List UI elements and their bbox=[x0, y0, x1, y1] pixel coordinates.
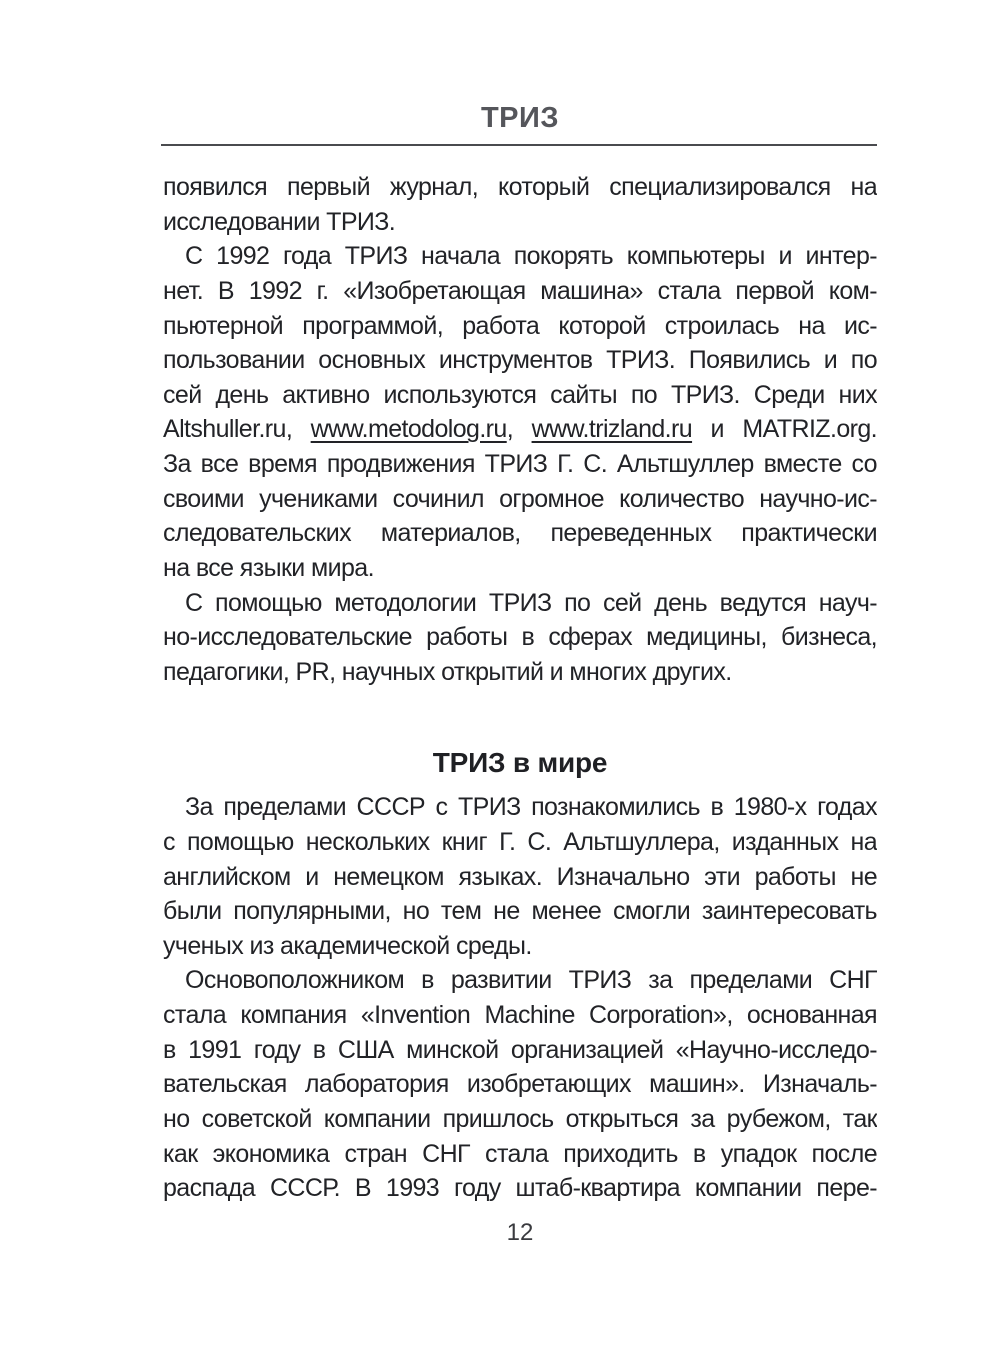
link-text: www.trizland.ru bbox=[531, 415, 693, 444]
text-segment: на все языки мира. bbox=[163, 554, 374, 583]
text-line bbox=[163, 1171, 877, 1206]
text-line bbox=[163, 1033, 877, 1068]
text-segment: , bbox=[506, 415, 532, 444]
text-line bbox=[163, 482, 877, 517]
text-segment: английском и немецком языках. Изначально эти работы не bbox=[163, 862, 877, 891]
text-segment: следовательских материалов, переведенных практически bbox=[163, 519, 877, 548]
text-segment: своими учениками сочинил огромное количество научно-ис- bbox=[163, 484, 877, 513]
running-header: ТРИЗ bbox=[480, 102, 560, 134]
link-text: www.metodolog.ru bbox=[310, 415, 507, 444]
text-line bbox=[163, 412, 877, 447]
text-segment: Основоположником в развитии ТРИЗ за пределами СНГ bbox=[185, 966, 877, 995]
paragraph bbox=[163, 170, 877, 239]
text-segment: пользовании основных инструментов ТРИЗ. Появились и по bbox=[163, 346, 877, 375]
paragraph bbox=[163, 586, 877, 690]
text-line bbox=[163, 274, 877, 309]
text-line bbox=[163, 205, 877, 240]
text-segment: распада СССР. В 1993 году штаб-квартира компании пере- bbox=[163, 1174, 877, 1203]
page-body bbox=[163, 170, 877, 1206]
text-segment: в 1991 году в США минской организацией «Научно-исследо- bbox=[163, 1035, 877, 1064]
text-line bbox=[163, 860, 877, 895]
paragraph bbox=[163, 790, 877, 963]
text-line bbox=[163, 790, 877, 825]
text-line bbox=[163, 343, 877, 378]
section-heading: ТРИЗ в мире bbox=[432, 746, 608, 778]
text-segment: с помощью нескольких книг Г. С. Альтшуллера, изданных на bbox=[163, 827, 877, 856]
text-segment: ученых из академической среды. bbox=[163, 931, 532, 960]
text-segment: С помощью методологии ТРИЗ по сей день ведутся науч- bbox=[185, 588, 877, 617]
text-line bbox=[163, 447, 877, 482]
text-segment: стала компания «Invention Machine Corporation», основанная bbox=[163, 1001, 877, 1030]
text-line bbox=[163, 586, 877, 621]
text-line bbox=[163, 1102, 877, 1137]
text-line bbox=[163, 620, 877, 655]
text-segment: и MATRIZ.org. bbox=[692, 415, 877, 444]
text-segment: как экономика стран СНГ стала приходить в упадок после bbox=[163, 1139, 877, 1168]
text-segment: За все время продвижения ТРИЗ Г. С. Альтшуллер вместе со bbox=[163, 450, 877, 479]
text-segment: но советской компании пришлось открыться за рубежом, так bbox=[163, 1105, 877, 1134]
text-line bbox=[163, 239, 877, 274]
text-segment: были популярными, но тем не менее смогли заинтересовать bbox=[163, 897, 877, 926]
text-segment: пьютерной программой, работа которой строилась на ис- bbox=[163, 311, 877, 340]
text-line bbox=[163, 894, 877, 929]
text-line bbox=[163, 170, 877, 205]
text-line bbox=[163, 1067, 877, 1102]
text-line bbox=[163, 551, 877, 586]
text-segment: но-исследовательские работы в сферах медицины, бизнеса, bbox=[163, 623, 877, 652]
text-segment: появился первый журнал, который специализировался на bbox=[163, 173, 877, 201]
text-segment: С 1992 года ТРИЗ начала покорять компьютеры и интер- bbox=[185, 242, 877, 271]
paragraph bbox=[163, 239, 877, 585]
text-segment: За пределами СССР с ТРИЗ познакомились в 1980-х годах bbox=[185, 793, 877, 822]
header-rule bbox=[161, 144, 877, 146]
text-line bbox=[163, 929, 877, 964]
paragraph bbox=[163, 963, 877, 1205]
text-line bbox=[163, 1137, 877, 1172]
text-line bbox=[163, 378, 877, 413]
text-segment: сей день активно используются сайты по ТРИЗ. Среди них bbox=[163, 380, 877, 409]
text-line bbox=[163, 309, 877, 344]
text-line bbox=[163, 998, 877, 1033]
text-line bbox=[163, 825, 877, 860]
text-line bbox=[163, 516, 877, 551]
text-segment: исследовании ТРИЗ. bbox=[163, 207, 396, 236]
page-number: 12 bbox=[506, 1219, 534, 1246]
text-line bbox=[163, 655, 877, 690]
text-line bbox=[163, 963, 877, 998]
text-segment: нет. В 1992 г. «Изобретающая машина» стала первой ком- bbox=[163, 276, 877, 305]
text-segment: педагогики, PR, научных открытий и многих других. bbox=[163, 657, 732, 686]
text-segment: Altshuller.ru, bbox=[163, 415, 311, 444]
text-column bbox=[163, 0, 877, 1346]
text-segment: вательская лаборатория изобретающих машин». Изначаль- bbox=[163, 1070, 877, 1099]
